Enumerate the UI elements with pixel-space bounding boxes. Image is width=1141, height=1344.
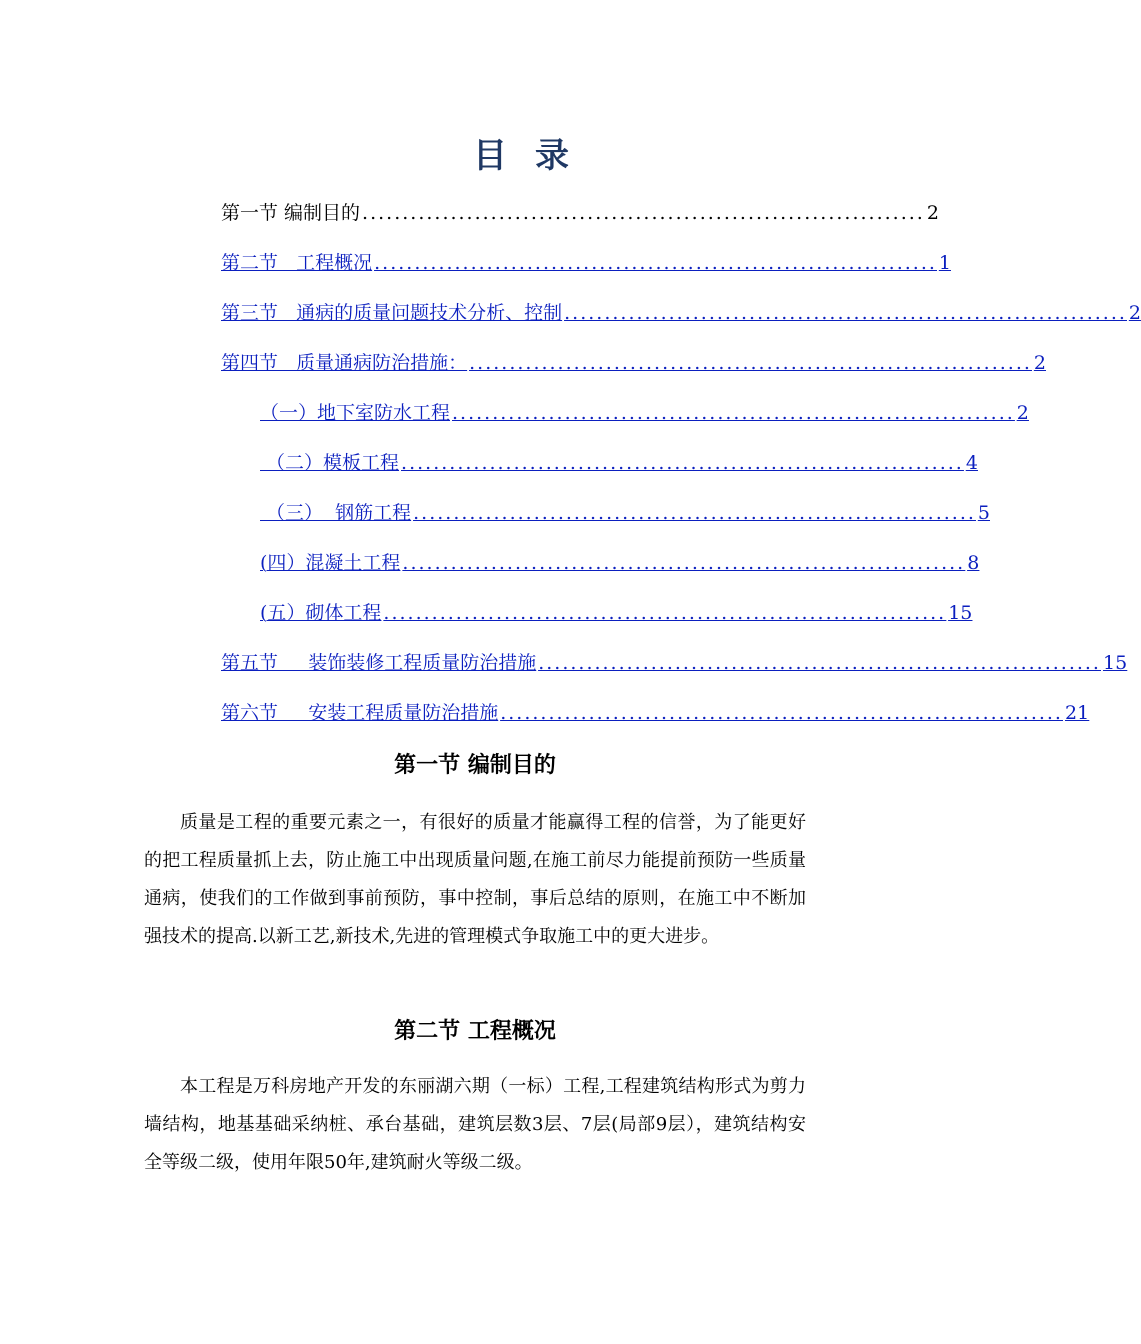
- section-heading-overview: 第二节 工程概况: [394, 1019, 556, 1044]
- toc-leader-dots: ......................................................................: [402, 552, 966, 574]
- toc-entry-label: (五）砌体工程: [260, 602, 382, 624]
- toc-entry-section-1[interactable]: [221, 196, 939, 226]
- toc-entry-label: (四）混凝土工程: [260, 552, 401, 574]
- toc-leader-dots: ......................................................................: [413, 502, 976, 524]
- toc-entry-subsection-4[interactable]: [260, 546, 980, 576]
- toc-entry-label: 第二节 工程概况: [221, 252, 373, 274]
- toc-entry-page: 2: [1033, 352, 1046, 374]
- toc-leader-dots: ......................................................................: [469, 352, 1032, 374]
- toc-leader-dots: ......................................................................: [500, 702, 1063, 724]
- toc-title: 目录: [473, 136, 597, 176]
- toc-entry-page: 1: [938, 252, 951, 274]
- toc-entry-page: 15: [1102, 652, 1128, 674]
- toc-entry-subsection-5[interactable]: [260, 596, 973, 626]
- toc-entry-page: 21: [1064, 702, 1090, 724]
- section-heading-purpose: 第一节 编制目的: [394, 753, 556, 778]
- toc-entry-page: 15: [948, 602, 973, 624]
- toc-entry-label: 第六节 安装工程质量防治措施: [221, 702, 499, 724]
- toc-leader-dots: ......................................................................: [452, 402, 1015, 424]
- toc-entry-subsection-2[interactable]: [260, 446, 978, 476]
- toc-entry-label: 第一节 编制目的: [221, 202, 361, 224]
- toc-leader-dots: ......................................................................: [538, 652, 1101, 674]
- toc-entry-page: 5: [977, 502, 990, 524]
- toc-entry-page: 2: [926, 202, 939, 224]
- toc-entry-label: 第三节 通病的质量问题技术分析、控制: [221, 302, 563, 324]
- toc-entry-page: 2: [1016, 402, 1029, 424]
- toc-leader-dots: ......................................................................: [362, 202, 925, 224]
- section-paragraph-purpose: 质量是工程的重要元素之一，有很好的质量才能赢得工程的信誉，为了能更好的把工程质量抓上去，防止施工中出现质量问题,在施工前尽力能提前预防一些质量通病，使我们的工作做到事前预防，事中控制，事后总结的原则，在施工中不断加强技术的提高.以新工艺,新技术,先进的管理模式争取施工中的更大进步。: [144, 812, 806, 947]
- toc-leader-dots: ......................................................................: [401, 452, 964, 474]
- toc-entry-section-6[interactable]: [221, 696, 1090, 726]
- toc-leader-dots: ......................................................................: [564, 302, 1127, 324]
- toc-entry-subsection-3[interactable]: [260, 496, 990, 526]
- toc-entry-label: 第四节 质量通病防治措施：: [221, 352, 468, 374]
- toc-entry-label: （三） 钢筋工程: [260, 502, 412, 524]
- toc-entry-section-2[interactable]: [221, 246, 951, 276]
- toc-entry-page: 2: [1128, 302, 1141, 324]
- toc-leader-dots: ......................................................................: [383, 602, 947, 624]
- toc-entry-subsection-1[interactable]: [260, 396, 1029, 426]
- toc-entry-page: 4: [965, 452, 978, 474]
- toc-entry-label: 第五节 装饰装修工程质量防治措施: [221, 652, 537, 674]
- toc-entry-section-5[interactable]: [221, 646, 1128, 676]
- toc-entry-section-4[interactable]: [221, 346, 1046, 376]
- toc-entry-page: 8: [967, 552, 980, 574]
- toc-leader-dots: ......................................................................: [374, 252, 937, 274]
- toc-entry-label: （一）地下室防水工程: [260, 402, 451, 424]
- section-paragraph-overview: 本工程是万科房地产开发的东丽湖六期（一标）工程,工程建筑结构形式为剪力墙结构，地基基础采纳桩、承台基础，建筑层数3层、7层(局部9层），建筑结构安全等级二级，使用年限50年,建筑耐火等级二级。: [144, 1076, 806, 1173]
- toc-entry-label: （二）模板工程: [260, 452, 400, 474]
- toc-entry-section-3[interactable]: [221, 296, 1141, 326]
